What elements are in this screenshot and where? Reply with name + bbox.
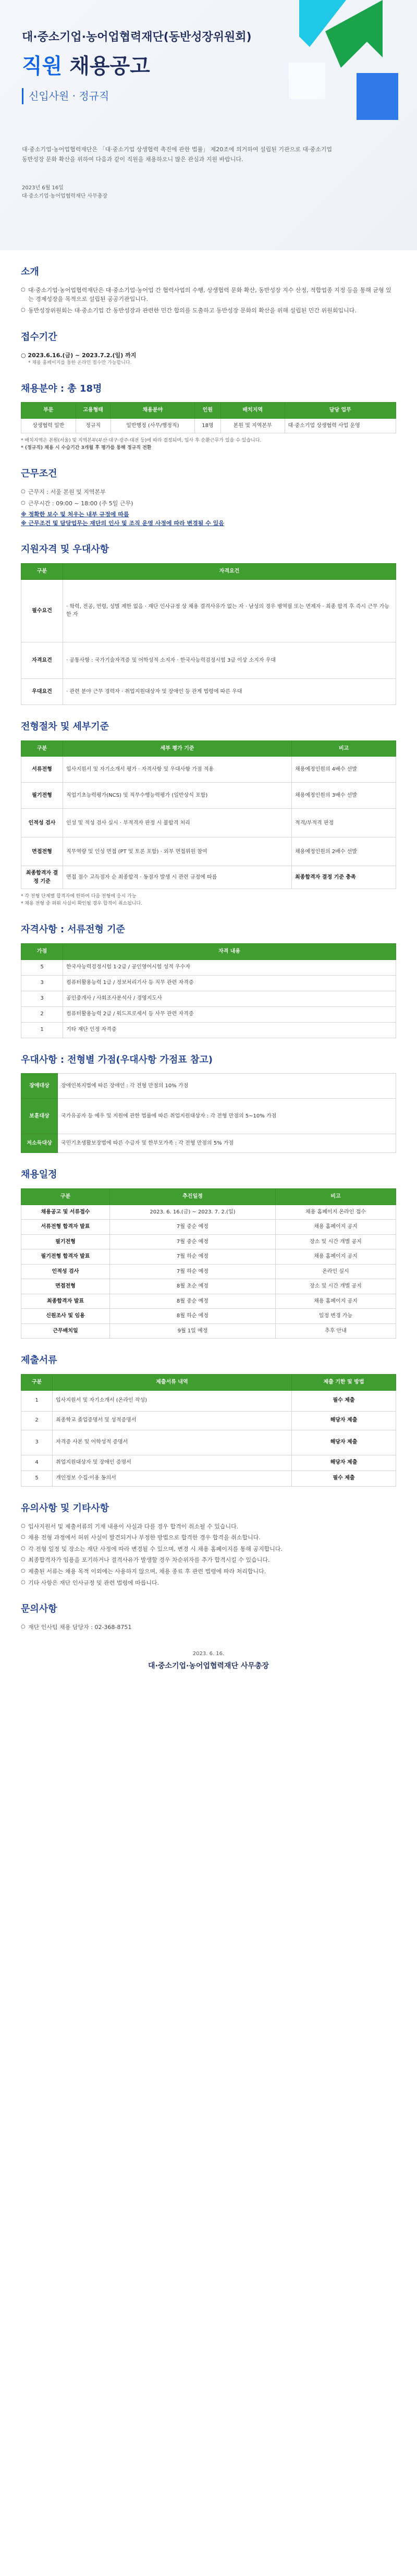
table-header: 비고 bbox=[275, 1189, 396, 1205]
table-cell: 장애인복지법에 따른 장애인 : 각 전형 만점의 10% 가점 bbox=[58, 1074, 396, 1099]
table-row bbox=[21, 991, 396, 1006]
table-row bbox=[21, 1249, 396, 1265]
table-cell: 입사지원서 및 자기소개서 평가 · 자격사항 및 우대사항 가점 적용 bbox=[63, 757, 292, 783]
table-cell: 저소득대상 bbox=[21, 1134, 58, 1153]
org-title: 대·중소기업·농어업협력재단(동반성장위원회) bbox=[22, 31, 252, 44]
table-cell: 4 bbox=[21, 1455, 53, 1471]
table-header: 채용분야 bbox=[111, 403, 194, 419]
section-process bbox=[21, 720, 396, 908]
table-row bbox=[21, 1430, 396, 1455]
table-header: 부문 bbox=[21, 403, 76, 419]
footer-org: 대·중소기업·농어업협력재단 사무총장 bbox=[148, 1662, 269, 1671]
table-cell: 자격증 사본 및 어학성적 증명서 bbox=[53, 1430, 292, 1455]
table-row bbox=[21, 975, 396, 991]
table-cell: 장소 및 시간 개별 공지 bbox=[275, 1279, 396, 1294]
hero-desc-line: 동반성장 문화 확산을 위하여 다음과 같이 직원을 채용하오니 많은 관심과 지원 바랍니다. bbox=[22, 155, 243, 163]
table-row bbox=[21, 1455, 396, 1471]
section-title: 우대사항 : 전형별 가점(우대사항 가점표 참고) bbox=[21, 1054, 213, 1065]
table-cell: · 공통사항 : 국가기술자격증 및 어학성적 소지자 · 한국사능력검정시험 3급 이상 소지자 우대 bbox=[63, 642, 396, 678]
section-preference bbox=[21, 1053, 396, 1153]
section-title: 제출서류 bbox=[21, 1355, 57, 1366]
section-title: 채용분야 : 총 18명 bbox=[21, 383, 102, 394]
table-row bbox=[21, 1022, 396, 1038]
notes-item: ○ 기타 사항은 재단 인사규정 및 관련 법령에 따릅니다. bbox=[21, 1578, 396, 1588]
table-row bbox=[21, 1264, 396, 1279]
field-note: * 배치지역은 본원(서울) 및 지역본부(부산·대구·광주·대전 등)에 따라 결정되며, 입사 후 순환근무가 있을 수 있습니다. bbox=[21, 438, 262, 444]
hero-desc-line: 대·중소기업·농어업협력재단은 「대·중소기업 상생협력 촉진에 관한 법률」 제20조에 의거하여 설립된 기관으로 대·중소기업 bbox=[22, 146, 332, 153]
table-header: 자격요건 bbox=[63, 564, 396, 580]
section-intro bbox=[21, 265, 396, 315]
table-cell: 서류전형 합격자 발표 bbox=[21, 1220, 110, 1235]
table-cell: 인적성 검사 bbox=[21, 809, 63, 837]
section-period bbox=[21, 330, 396, 367]
table-cell: 면접 점수 고득점자 순 최종합격 · 동점자 발생 시 관련 규정에 따름 bbox=[63, 866, 292, 889]
table-header: 세부 평가 기준 bbox=[63, 740, 292, 757]
table-cell: 국가유공자 등 예우 및 지원에 관한 법률에 따른 취업지원대상자 : 각 전형 만점의 5~10% 가점 bbox=[58, 1099, 396, 1134]
table-cell: 적격/부적격 판정 bbox=[292, 809, 396, 837]
table-cell: 최종합격자 결정 기준 충족 bbox=[292, 866, 396, 889]
table-cell: · 학력, 전공, 연령, 성별 제한 없음 · 재단 인사규정 상 채용 결격사유가 없는 자 · 남성의 경우 병역필 또는 면제자 · 최종 합격 후 즉시 근무 가능한 자 bbox=[63, 579, 396, 642]
field-table bbox=[21, 402, 396, 433]
notice-org: 대·중소기업·농어업협력재단 사무총장 bbox=[22, 193, 108, 199]
table-cell: 7월 하순 예정 bbox=[110, 1249, 276, 1265]
work-remark: ※ 정확한 보수 및 처우는 내부 규정에 따름 bbox=[21, 511, 129, 518]
table-header: 비고 bbox=[292, 740, 396, 757]
table-row bbox=[21, 1074, 396, 1099]
table-cell: 9월 1일 예정 bbox=[110, 1323, 276, 1339]
section-doc-criteria bbox=[21, 922, 396, 1038]
table-cell: 신원조사 및 임용 bbox=[21, 1309, 110, 1324]
table-cell: 7월 하순 예정 bbox=[110, 1264, 276, 1279]
arrow-graphic-icon bbox=[278, 0, 398, 120]
table-header-row bbox=[21, 1189, 396, 1205]
table-cell: 면접전형 bbox=[21, 837, 63, 866]
table-cell: 채용 홈페이지 공지 bbox=[275, 1249, 396, 1265]
work-item: ○ 근무시간 : 09:00 ~ 18:00 (주 5일 근무) bbox=[21, 499, 396, 508]
process-note: * 각 전형 단계별 합격자에 한하여 다음 전형에 응시 가능 bbox=[21, 894, 137, 900]
section-title: 전형절차 및 세부기준 bbox=[21, 721, 109, 732]
table-row bbox=[21, 1294, 396, 1309]
table-header: 구분 bbox=[21, 564, 63, 580]
table-cell: 8월 중순 예정 bbox=[110, 1294, 276, 1309]
table-cell: 직무역량 및 인성 면접 (PT 및 토론 포함) · 외부 면접위원 참여 bbox=[63, 837, 292, 866]
table-cell: 5 bbox=[21, 959, 63, 975]
table-header: 구분 bbox=[21, 740, 63, 757]
table-header: 고용형태 bbox=[76, 403, 111, 419]
table-row bbox=[21, 757, 396, 783]
table-cell: 채용 홈페이지 온라인 접수 bbox=[275, 1205, 396, 1220]
table-row bbox=[21, 1309, 396, 1324]
title-accent: 직원 bbox=[22, 54, 63, 79]
notes-item: ○ 각 전형 일정 및 장소는 재단 사정에 따라 변경될 수 있으며, 변경 시 채용 홈페이지를 통해 공지합니다. bbox=[21, 1545, 396, 1554]
table-cell: 인적성 검사 bbox=[21, 1264, 110, 1279]
table-header: 가점 bbox=[21, 944, 63, 960]
title-main: 채용공고 bbox=[69, 54, 150, 79]
table-header-row bbox=[21, 403, 396, 419]
notes-item: ○ 최종합격자가 임용을 포기하거나 결격사유가 발생할 경우 차순위자를 추가 합격시킬 수 있습니다. bbox=[21, 1556, 396, 1565]
table-cell: · 관련 분야 근무 경력자 · 취업지원대상자 및 장애인 등 관계 법령에 따른 우대 bbox=[63, 678, 396, 704]
section-qualification bbox=[21, 542, 396, 704]
work-remark: ※ 근무조건 및 담당업무는 재단의 인사 및 조직 운영 사정에 따라 변경될 수 있음 bbox=[21, 520, 224, 527]
table-cell: 2 bbox=[21, 1006, 63, 1022]
field-note-highlight: * (정규직) 채용 시 수습기간 3개월 후 평가를 통해 정규직 전환 bbox=[21, 445, 152, 451]
table-header: 자격 내용 bbox=[63, 944, 396, 960]
section-title: 채용일정 bbox=[21, 1169, 57, 1181]
notes-item: ○ 제출된 서류는 채용 목적 이외에는 사용하지 않으며, 채용 종료 후 관련 법령에 따라 처리합니다. bbox=[21, 1567, 396, 1576]
section-title: 소개 bbox=[21, 266, 39, 277]
section-title: 근무조건 bbox=[21, 468, 57, 480]
content bbox=[0, 265, 417, 1693]
table-cell: 채용예정인원의 2배수 선발 bbox=[292, 837, 396, 866]
table-row bbox=[21, 837, 396, 866]
table-cell: 우대요건 bbox=[21, 678, 63, 704]
table-cell: 대·중소기업 상생협력 사업 운영 bbox=[285, 418, 396, 433]
section-submission bbox=[21, 1353, 396, 1486]
table-cell: 해당자 제출 bbox=[292, 1411, 396, 1430]
section-title: 접수기간 bbox=[21, 331, 57, 343]
hero-description bbox=[22, 145, 340, 164]
table-row bbox=[21, 1234, 396, 1249]
qualification-table bbox=[21, 563, 396, 705]
table-cell: 공인중개사 / 사회조사분석사 / 경영지도사 bbox=[63, 991, 396, 1006]
table-cell: 한국사능력검정시험 1·2급 / 공인영어시험 성적 우수자 bbox=[63, 959, 396, 975]
table-cell: 필수요건 bbox=[21, 579, 63, 642]
table-row bbox=[21, 1220, 396, 1235]
table-cell: 취업지원대상자 및 장애인 증명서 bbox=[53, 1455, 292, 1471]
table-header: 배치지역 bbox=[220, 403, 285, 419]
table-header-row bbox=[21, 564, 396, 580]
table-cell: 채용예정인원의 4배수 선발 bbox=[292, 757, 396, 783]
table-cell: 8월 하순 예정 bbox=[110, 1309, 276, 1324]
table-cell: 장소 및 시간 개별 공지 bbox=[275, 1234, 396, 1249]
table-header: 구분 bbox=[21, 1375, 53, 1391]
table-cell: 3 bbox=[21, 991, 63, 1006]
table-row bbox=[21, 959, 396, 975]
table-cell: 장애대상 bbox=[21, 1074, 58, 1099]
table-row bbox=[21, 1390, 396, 1411]
table-header-row bbox=[21, 944, 396, 960]
intro-item: ○ 동반성장위원회는 대·중소기업 간 동반성장과 관련한 민간 합의를 도출하고 동반성장 문화의 확산을 위해 설립된 민간 위원회입니다. bbox=[21, 306, 396, 315]
table-cell: 자격요건 bbox=[21, 642, 63, 678]
table-row bbox=[21, 579, 396, 642]
work-item: ○ 근무지 : 서울 본원 및 지역본부 bbox=[21, 488, 396, 497]
table-cell: 서류전형 bbox=[21, 757, 63, 783]
table-cell: 일정 변경 가능 bbox=[275, 1309, 396, 1324]
table-cell: 1 bbox=[21, 1022, 63, 1038]
table-cell: 국민기초생활보장법에 따른 수급자 및 한부모가족 : 각 전형 만점의 5% 가점 bbox=[58, 1134, 396, 1153]
notes-item: ○ 채용 전형 과정에서 허위 사실이 발견되거나 부정한 방법으로 합격한 경우 합격을 취소합니다. bbox=[21, 1533, 396, 1542]
table-cell: 채용 홈페이지 공지 bbox=[275, 1294, 396, 1309]
table-cell: 면접전형 bbox=[21, 1279, 110, 1294]
table-cell: 해당자 제출 bbox=[292, 1430, 396, 1455]
section-title: 지원자격 및 우대사항 bbox=[21, 544, 109, 555]
table-cell: 5 bbox=[21, 1471, 53, 1486]
table-cell: 필기전형 합격자 발표 bbox=[21, 1249, 110, 1265]
section-contact bbox=[21, 1602, 396, 1632]
table-cell: 직업기초능력평가(NCS) 및 직무수행능력평가 (일반상식 포함) bbox=[63, 783, 292, 809]
table-cell: 컴퓨터활용능력 1급 / 정보처리기사 등 직무 관련 자격증 bbox=[63, 975, 396, 991]
hero-banner bbox=[0, 0, 417, 250]
table-cell: 필기전형 bbox=[21, 783, 63, 809]
table-header: 제출서류 내역 bbox=[53, 1375, 292, 1391]
table-cell: 본원 및 지역본부 bbox=[220, 418, 285, 433]
table-row bbox=[21, 418, 396, 433]
section-title: 유의사항 및 기타사항 bbox=[21, 1502, 109, 1514]
table-cell: 필기전형 bbox=[21, 1234, 110, 1249]
process-note: * 채용 전형 중 허위 사실이 확인될 경우 합격이 취소됩니다. bbox=[21, 901, 143, 907]
table-cell: 정규직 bbox=[76, 418, 111, 433]
table-cell: 최종합격자 발표 bbox=[21, 1294, 110, 1309]
section-title: 자격사항 : 서류전형 기준 bbox=[21, 924, 125, 935]
table-cell: 18명 bbox=[194, 418, 220, 433]
contact-item: ○ 재단 인사팀 채용 담당자 : 02-368-8751 bbox=[21, 1623, 396, 1632]
table-cell: 3 bbox=[21, 975, 63, 991]
table-cell: 필수 제출 bbox=[292, 1471, 396, 1486]
section-work bbox=[21, 467, 396, 528]
table-row bbox=[21, 1006, 396, 1022]
table-cell: 7월 중순 예정 bbox=[110, 1220, 276, 1235]
table-row bbox=[21, 866, 396, 889]
table-cell: 온라인 실시 bbox=[275, 1264, 396, 1279]
table-cell: 8월 초순 예정 bbox=[110, 1279, 276, 1294]
notes-item: ○ 입사지원서 및 제출서류의 기재 내용이 사실과 다를 경우 합격이 취소될 수 있습니다. bbox=[21, 1522, 396, 1532]
table-row bbox=[21, 1134, 396, 1153]
table-row bbox=[21, 1205, 396, 1220]
table-cell: 인성 및 적성 검사 실시 · 부적격자 판정 시 불합격 처리 bbox=[63, 809, 292, 837]
table-cell: 2023. 6. 16.(금) ~ 2023. 7. 2.(일) bbox=[110, 1205, 276, 1220]
period-line: ○ 2023.6.16.(금) ~ 2023.7.2.(일) 까지 bbox=[21, 351, 137, 359]
table-cell: 기타 재단 인정 자격증 bbox=[63, 1022, 396, 1038]
table-cell: 일반행정 (사무/행정직) bbox=[111, 418, 194, 433]
preference-table bbox=[21, 1073, 396, 1153]
table-row bbox=[21, 783, 396, 809]
table-cell: 채용 홈페이지 공지 bbox=[275, 1220, 396, 1235]
table-header: 추진일정 bbox=[110, 1189, 276, 1205]
schedule-table bbox=[21, 1188, 396, 1339]
table-cell: 해당자 제출 bbox=[292, 1455, 396, 1471]
table-cell: 채용예정인원의 3배수 선발 bbox=[292, 783, 396, 809]
notice-date: 2023년 6월 16일 bbox=[22, 185, 64, 191]
table-row bbox=[21, 809, 396, 837]
section-title: 문의사항 bbox=[21, 1603, 57, 1615]
table-row bbox=[21, 1411, 396, 1430]
subtitle: 신입사원 · 정규직 bbox=[22, 88, 396, 104]
process-table bbox=[21, 740, 396, 890]
table-row bbox=[21, 1099, 396, 1134]
section-notes bbox=[21, 1501, 396, 1587]
table-header: 제출 기한 및 방법 bbox=[292, 1375, 396, 1391]
table-row bbox=[21, 1323, 396, 1339]
table-cell: 보훈대상 bbox=[21, 1099, 58, 1134]
table-cell: 입사지원서 및 자기소개서 (온라인 작성) bbox=[53, 1390, 292, 1411]
table-cell: 근무배치일 bbox=[21, 1323, 110, 1339]
table-cell: 채용공고 및 서류접수 bbox=[21, 1205, 110, 1220]
table-cell: 최종합격자 결정 기준 bbox=[21, 866, 63, 889]
table-cell: 7월 중순 예정 bbox=[110, 1234, 276, 1249]
table-row bbox=[21, 1279, 396, 1294]
table-cell: 컴퓨터활용능력 2급 / 워드프로세서 등 사무 관련 자격증 bbox=[63, 1006, 396, 1022]
table-cell: 3 bbox=[21, 1430, 53, 1455]
table-cell: 개인정보 수집·이용 동의서 bbox=[53, 1471, 292, 1486]
table-cell: 최종학교 졸업증명서 및 성적증명서 bbox=[53, 1411, 292, 1430]
doc-criteria-table bbox=[21, 943, 396, 1038]
section-schedule bbox=[21, 1168, 396, 1339]
intro-item: ○ 대·중소기업·농어업협력재단은 대·중소기업·농어업 간 협력사업의 수행, 상생협력 문화 확산, 동반성장 지수 산정, 적합업종 지정 등을 통해 균형 있는 경제성장을 목적으로 설립된 공공기관입니다. bbox=[21, 286, 396, 304]
table-cell: 1 bbox=[21, 1390, 53, 1411]
submission-table bbox=[21, 1374, 396, 1487]
table-cell: 추후 안내 bbox=[275, 1323, 396, 1339]
table-header-row bbox=[21, 740, 396, 757]
table-cell: 필수 제출 bbox=[292, 1390, 396, 1411]
period-note: * 채용 홈페이지를 통한 온라인 접수만 가능합니다. bbox=[28, 360, 132, 366]
table-header-row bbox=[21, 1375, 396, 1391]
table-header: 인원 bbox=[194, 403, 220, 419]
footer-date: 2023. 6. 16. bbox=[192, 1650, 225, 1657]
table-row bbox=[21, 642, 396, 678]
table-header: 구분 bbox=[21, 1189, 110, 1205]
table-cell: 2 bbox=[21, 1411, 53, 1430]
section-field bbox=[21, 382, 396, 453]
footer bbox=[21, 1650, 396, 1693]
table-header: 담당 업무 bbox=[285, 403, 396, 419]
table-row bbox=[21, 678, 396, 704]
table-row bbox=[21, 1471, 396, 1486]
table-cell: 상생협력 일반 bbox=[21, 418, 76, 433]
